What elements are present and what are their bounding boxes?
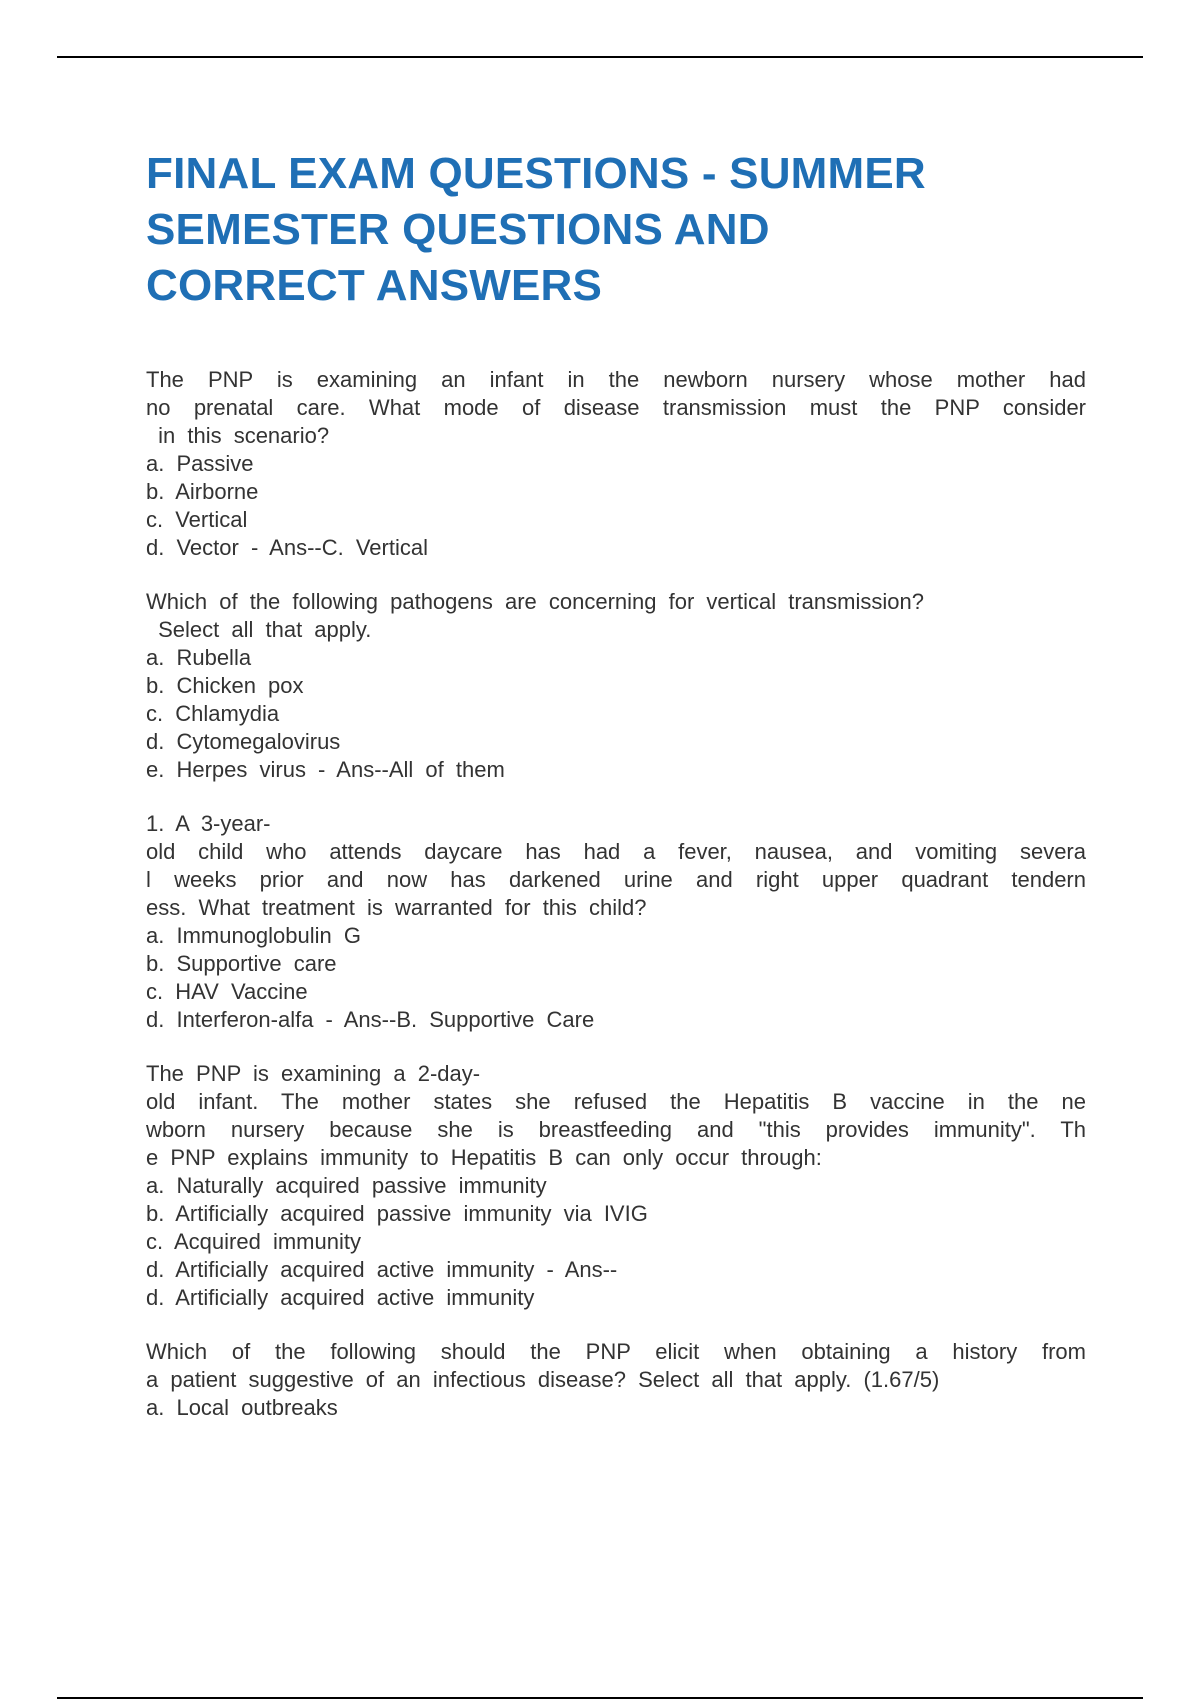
question-block-1 [146,366,1086,562]
document-title [146,146,1066,314]
question-block-2 [146,588,1086,784]
question-text-line: old infant. The mother states she refused the Hepatitis B vaccine in the ne [146,1089,1086,1114]
question-text-line: 1. A 3-year- [146,811,271,836]
question-block-5 [146,1338,1086,1422]
questions-body [146,366,1086,1448]
question-text-line: The PNP is examining a 2-day- [146,1061,481,1086]
question-text-line: ess. What treatment is warranted for this child? [146,895,647,920]
question-text-line: in this scenario? [146,423,330,448]
answer-key-line: d. Artificially acquired active immunity [146,1285,535,1310]
answer-option: a. Naturally acquired passive immunity [146,1173,547,1198]
question-text-line: a patient suggestive of an infectious disease? Select all that apply. (1.67/5) [146,1367,940,1392]
answer-option: b. Artificially acquired passive immunity via IVIG [146,1201,648,1226]
question-text-line: Select all that apply. [146,617,372,642]
question-text-line: wborn nursery because she is breastfeeding and "this provides immunity". Th [146,1117,1086,1142]
question-text-line: Which of the following pathogens are concerning for vertical transmission? [146,589,924,614]
answer-option: b. Chicken pox [146,673,304,698]
answer-option: d. Cytomegalovirus [146,729,341,754]
answer-option: a. Immunoglobulin G [146,923,361,948]
answer-option: a. Local outbreaks [146,1395,338,1420]
answer-option: b. Supportive care [146,951,337,976]
answer-option: c. Chlamydia [146,701,280,726]
question-text-line: no prenatal care. What mode of disease transmission must the PNP consider [146,395,1086,420]
answer-option: c. Acquired immunity [146,1229,361,1254]
answer-option: a. Rubella [146,645,252,670]
answer-option: c. Vertical [146,507,248,532]
question-text-line: e PNP explains immunity to Hepatitis B can only occur through: [146,1145,822,1170]
bottom-rule [57,1697,1143,1699]
question-block-4 [146,1060,1086,1312]
title-line-3: CORRECT ANSWERS [146,261,603,310]
top-rule [57,56,1143,58]
answer-option-with-key: d. Vector - Ans--C. Vertical [146,535,428,560]
answer-option-with-key: e. Herpes virus - Ans--All of them [146,757,505,782]
answer-option: b. Airborne [146,479,259,504]
title-line-2: SEMESTER QUESTIONS AND [146,205,770,254]
title-line-1: FINAL EXAM QUESTIONS - SUMMER [146,149,926,198]
answer-option-with-key: d. Artificially acquired active immunity - Ans-- [146,1257,618,1282]
question-text-line: Which of the following should the PNP elicit when obtaining a history from [146,1339,1086,1364]
answer-option: c. HAV Vaccine [146,979,308,1004]
question-text-line: The PNP is examining an infant in the newborn nursery whose mother had [146,367,1086,392]
question-block-3 [146,810,1086,1034]
answer-option: a. Passive [146,451,254,476]
question-text-line: old child who attends daycare has had a fever, nausea, and vomiting severa [146,839,1086,864]
answer-option-with-key: d. Interferon-alfa - Ans--B. Supportive Care [146,1007,595,1032]
question-text-line: l weeks prior and now has darkened urine and right upper quadrant tendern [146,867,1086,892]
